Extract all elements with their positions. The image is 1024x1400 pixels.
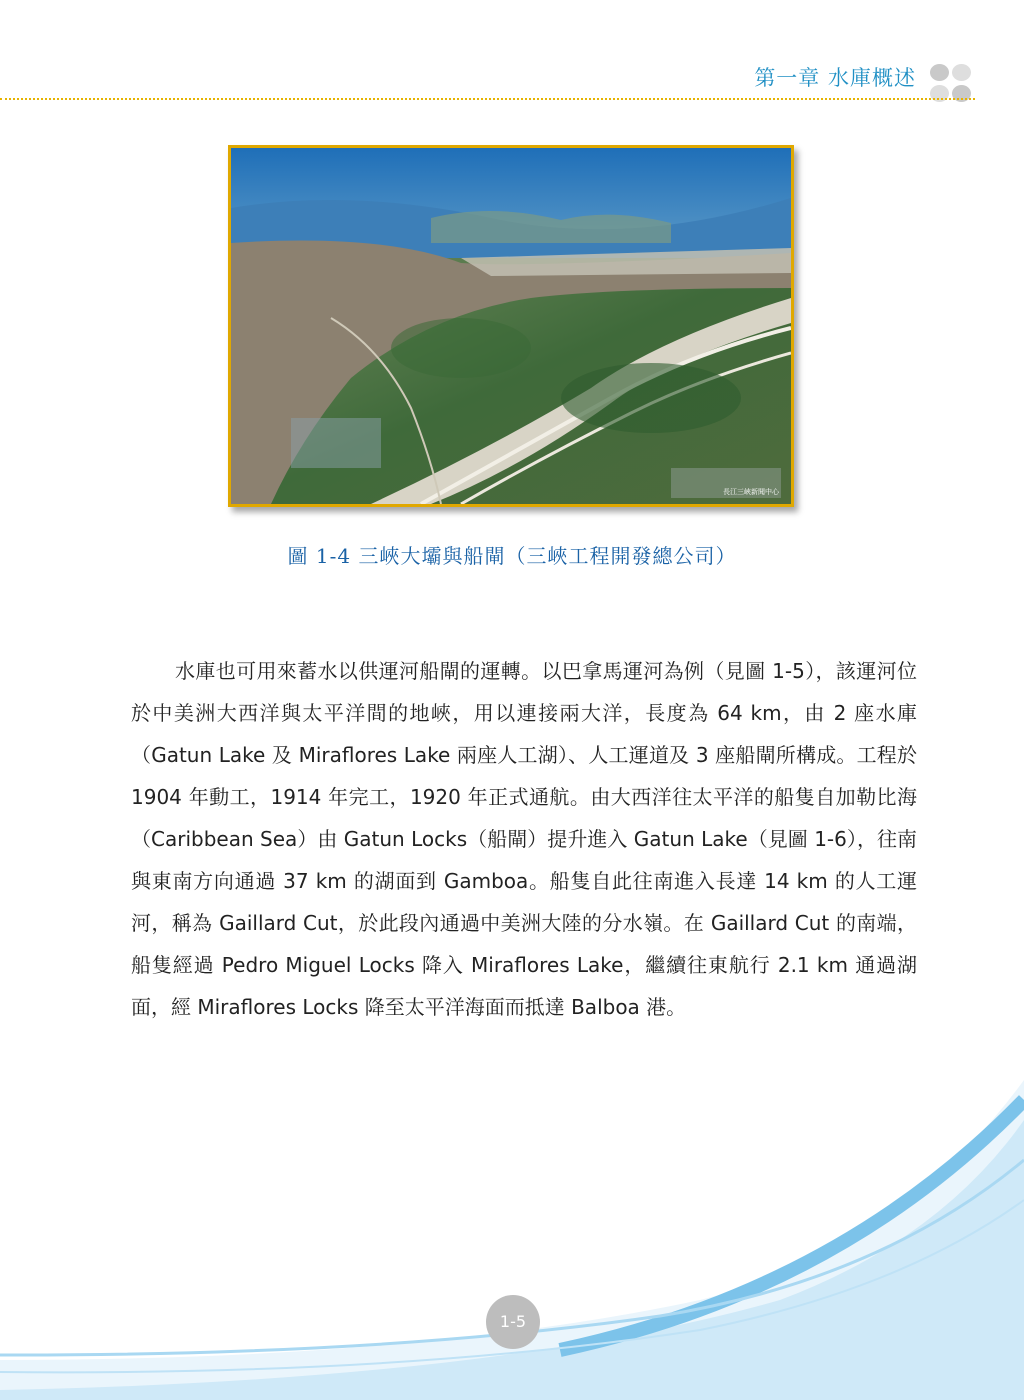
header-divider bbox=[0, 98, 975, 100]
decorative-wave-graphic bbox=[0, 1060, 1024, 1400]
chapter-title: 第一章 水庫概述 bbox=[754, 66, 916, 90]
three-gorges-aerial-photo bbox=[231, 148, 791, 504]
photo-watermark: 長江三峽新聞中心 bbox=[723, 488, 779, 496]
page-number: 1-5 bbox=[486, 1295, 540, 1349]
figure-photo bbox=[228, 145, 794, 507]
body-paragraph: 水庫也可用來蓄水以供運河船閘的運轉。以巴拿馬運河為例（見圖 1-5），該運河位於中美洲大西洋與太平洋間的地峽，用以連接兩大洋，長度為 64 km，由 2 座水庫（Gatun Lake 及 Miraflores Lake 兩座人工湖）、人工運道及 3 座船閘所構成。工程於 1904 年動工，1914 年完工，1920 年正式通航。由大西洋往太平洋的船隻自加勒比海（Caribbean Sea）由 Gatun Locks（船閘）提升進入 Gatun Lake（見圖 1-6），往南與東南方向通過 37 km 的湖面到 Gamboa。船隻自此往南進入長達 14 km 的人工運河，稱為 Gaillard Cut，於此段內通過中美洲大陸的分水嶺。在 Gaillard Cut 的南端，船隻經過 Pedro Miguel Locks 降入 Miraflores Lake，繼續往東航行 2.1 km 通過湖面，經 Miraflores Locks 降至太平洋海面而抵達 Balboa 港。 bbox=[131, 659, 917, 1019]
figure-caption: 圖 1-4 三峽大壩與船閘（三峽工程開發總公司） bbox=[287, 544, 737, 568]
